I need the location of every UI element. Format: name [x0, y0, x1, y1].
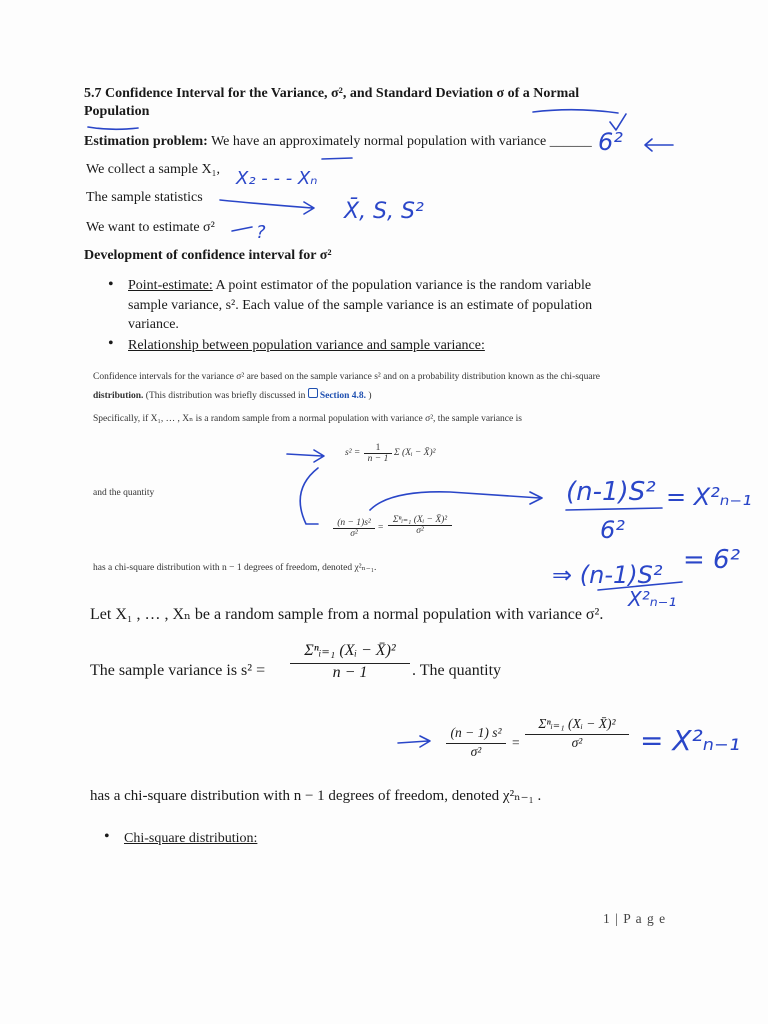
sample-variance-frac: [290, 640, 410, 682]
excerpt-paren: ): [368, 391, 372, 401]
large-q-num2: Σⁿᵢ₌₁ (Xᵢ − X̄)²: [538, 716, 616, 731]
excerpt-line3: Specifically, if X₁, … , Xₙ is a random sample from a normal population with variance σ², the sample variance is: [93, 414, 522, 424]
arrow-to-s2: [287, 450, 324, 462]
sample-variance-num: Σⁿᵢ₌₁ (Xᵢ − X̄)²: [304, 642, 396, 659]
excerpt-line2: [93, 388, 372, 401]
small-s2-den: n − 1: [367, 454, 389, 464]
small-s2-sum: Σ (Xᵢ − X̄)²: [394, 448, 436, 458]
excerpt-distribution: distribution.: [93, 391, 144, 401]
arrow-bottom: [398, 736, 430, 747]
large-q-frac1: [446, 725, 506, 760]
arrow-left-sigma: [645, 139, 673, 151]
sample-variance-prefix: The sample variance is s² =: [90, 662, 266, 679]
small-q-num1: (n − 1)s²: [337, 518, 371, 528]
estimation-label: Estimation problem:: [84, 134, 208, 149]
underline-sigma: [533, 110, 618, 113]
small-s2-frac: [364, 443, 392, 464]
point-estimate-text: A point estimator of the population variance is the random variable: [215, 278, 592, 293]
arrow-to-stats: [220, 200, 314, 214]
large-q-num1: (n − 1) s²: [450, 725, 502, 740]
section-heading: 5.7 Confidence Interval for the Variance, σ², and Standard Deviation σ of a Normal: [84, 86, 580, 101]
loop-arrow: [300, 468, 318, 524]
eq2-fraction-bar: [598, 582, 682, 590]
small-q-den2: σ²: [416, 526, 424, 536]
sample-variance-suffix: . The quantity: [412, 662, 502, 679]
handwritten-eq2-rhs: = 6²: [683, 545, 741, 575]
handwritten-sample-rest: X₂ - - - Xₙ: [236, 168, 318, 189]
handwritten-eq1-rhs: = X²ₙ₋₁: [666, 483, 752, 511]
bullet-dot: •: [104, 828, 110, 845]
section-link-label: Section 4.8.: [319, 391, 366, 401]
excerpt-discussed: (This distribution was briefly discussed in: [145, 391, 306, 401]
eq1-fraction-bar: [566, 508, 662, 510]
collect-sample-text: We collect a sample X₁,: [86, 162, 220, 177]
handwritten-eq2-den: X²ₙ₋₁: [628, 587, 677, 611]
underline-sample: [322, 158, 352, 159]
handwritten-eq1-num: (n-1)S²: [566, 477, 656, 507]
let-statement: Let X₁ , … , Xₙ be a random sample from a normal population with variance σ².: [90, 606, 604, 623]
point-estimate-line3: variance.: [128, 317, 179, 332]
bullet-dot: •: [108, 335, 114, 352]
check-mark: [610, 114, 626, 130]
large-q-eq: =: [512, 735, 520, 750]
handwritten-eq1-den: 6²: [600, 516, 625, 544]
relationship-text: Relationship between population variance and sample variance:: [128, 338, 485, 353]
chisq-distribution-heading: Chi-square distribution:: [124, 831, 258, 846]
large-q-den2: σ²: [571, 735, 583, 750]
link-icon: [308, 388, 318, 398]
point-estimate-label: Point-estimate:: [128, 278, 213, 293]
handwritten-eq2: ⇒ (n-1)S²: [552, 561, 663, 589]
has-chisq-small: has a chi-square distribution with n − 1 degrees of freedom, denoted χ²ₙ₋₁.: [93, 563, 377, 573]
excerpt-line1: Confidence intervals for the variance σ² are based on the sample variance s² and on a probability distribution known as the chi-square: [93, 372, 601, 382]
small-q-frac2: [388, 514, 452, 536]
handwritten-sigma-squared: 6²: [598, 128, 623, 156]
small-q-frac1: [333, 518, 375, 539]
estimate-text: We want to estimate σ²: [86, 220, 215, 235]
handwritten-question: ?: [256, 222, 266, 243]
small-s2-lhs: s² =: [345, 448, 361, 458]
page-number: 1 | P a g e: [603, 911, 667, 926]
small-q-den1: σ²: [350, 529, 358, 539]
small-q-eq: =: [378, 523, 384, 533]
section-heading-cont: Population: [84, 104, 150, 119]
development-title: Development of confidence interval for σ²: [84, 248, 332, 263]
point-estimate-line2: sample variance, s². Each value of the sample variance is an estimate of population: [128, 298, 593, 313]
arrow-to-q: [232, 227, 252, 231]
handwritten-bottom-rhs: = X²ₙ₋₁: [640, 724, 740, 757]
estimation-text: We have an approximately normal population with variance ______: [211, 134, 592, 149]
section-link[interactable]: [308, 391, 372, 401]
has-chisq-large: has a chi-square distribution with n − 1 degrees of freedom, denoted χ²ₙ₋₁ .: [90, 788, 542, 804]
small-s2-num: 1: [375, 443, 381, 453]
large-q-frac2: [525, 716, 629, 751]
and-the-quantity: and the quantity: [93, 488, 155, 498]
small-q-num2: Σⁿᵢ₌₁ (Xᵢ − X̄)²: [392, 515, 448, 525]
bullet-dot: •: [108, 276, 114, 293]
handwritten-stats: X̄, S, S²: [344, 199, 424, 224]
underline-population: [88, 127, 138, 129]
large-q-den1: σ²: [470, 744, 482, 759]
estimation-problem: [84, 134, 592, 150]
point-estimate-line1: [128, 278, 591, 294]
sample-variance-den: n − 1: [332, 664, 368, 681]
sample-statistics-text: The sample statistics: [86, 190, 203, 205]
long-arrow: [370, 492, 542, 510]
